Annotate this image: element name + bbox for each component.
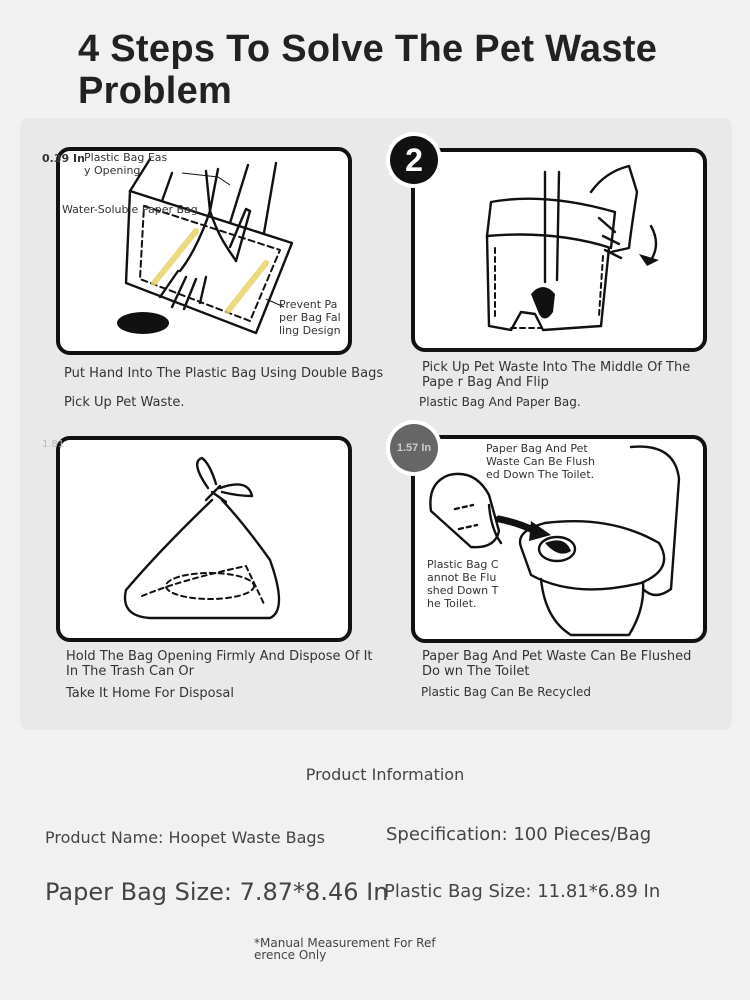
step-3-caption-line1: Hold The Bag Opening Firmly And Dispose Of It In The Trash Can Or: [66, 649, 373, 679]
step-3-illustration: [60, 440, 350, 640]
step-2-panel: [411, 148, 707, 352]
label-prevent-falling: Prevent Pa per Bag Fal ling Design: [279, 298, 341, 337]
product-info-heading: Product Information: [305, 765, 465, 784]
step-badge-4: 1.57 In: [390, 424, 438, 472]
page-title: 4 Steps To Solve The Pet Waste Problem: [78, 28, 658, 112]
measurement-note: *Manual Measurement For Ref erence Only: [254, 936, 436, 962]
product-specification: Specification: 100 Pieces/Bag: [386, 824, 652, 845]
step-1-caption-line1: Put Hand Into The Plastic Bag Using Double Bags: [64, 366, 384, 381]
step-2-caption-line1: Pick Up Pet Waste Into The Middle Of The Pape r Bag And Flip: [422, 360, 691, 390]
paper-bag-size: Paper Bag Size: 7.87*8.46 In: [45, 878, 389, 906]
step-4-caption-line2: Plastic Bag Can Be Recycled: [421, 685, 592, 699]
step-badge-2: 2: [390, 136, 438, 184]
label-paper-bag-flushable: Paper Bag And Pet Waste Can Be Flush ed Down The Toilet.: [486, 442, 595, 481]
label-water-soluble: Water-Soluble Paper Bag: [62, 203, 198, 216]
label-plastic-bag-not-flushable: Plastic Bag C annot Be Flu shed Down T he Toilet.: [427, 558, 499, 610]
label-easy-opening: Plastic Bag Eas y Opening: [84, 151, 168, 177]
dimension-label: 1.81: [42, 439, 65, 450]
step-3-caption-line2: Take It Home For Disposal: [66, 686, 234, 701]
dimension-label: 0.39 In: [42, 152, 85, 165]
plastic-bag-size: Plastic Bag Size: 11.81*6.89 In: [384, 881, 661, 902]
step-4-caption-line1: Paper Bag And Pet Waste Can Be Flushed Do wn The Toilet: [422, 649, 692, 679]
step-2-caption-line2: Plastic Bag And Paper Bag.: [419, 395, 581, 409]
step-3-panel: [56, 436, 352, 642]
step-2-illustration: [415, 152, 705, 350]
product-name: Product Name: Hoopet Waste Bags: [45, 828, 325, 847]
step-1-caption-line2: Pick Up Pet Waste.: [64, 395, 185, 410]
